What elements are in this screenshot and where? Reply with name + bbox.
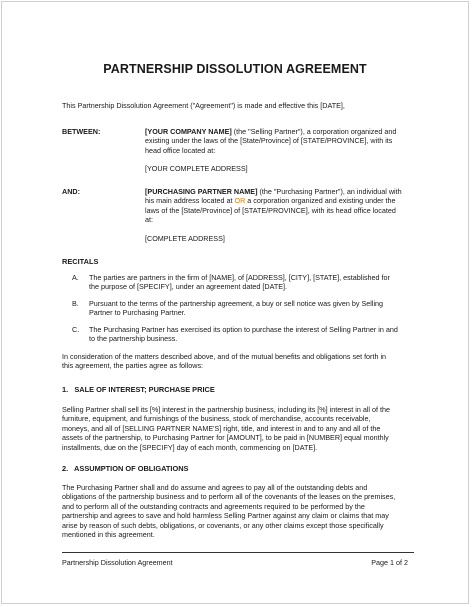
document-page <box>1 1 469 604</box>
recital-a-line-1: The parties are partners in the firm of [NAME], of [ADDRESS], [CITY], [STATE], established for <box>89 273 390 282</box>
between-party-block <box>145 127 425 174</box>
consideration-paragraph <box>62 352 422 371</box>
section-2-line: The Purchasing Partner shall and do assume and agrees to pay all of the outstanding debts and <box>62 483 368 492</box>
or-highlight: OR <box>234 196 246 206</box>
and-address: [COMPLETE ADDRESS] <box>145 233 225 243</box>
recital-letter-b: B. <box>72 299 79 308</box>
recital-item-b <box>89 299 429 318</box>
document-title: PARTNERSHIP DISSOLUTION AGREEMENT <box>103 62 367 76</box>
and-party-block <box>145 187 425 243</box>
consideration-line-2: this agreement, the parties agree as follows: <box>62 361 204 371</box>
recital-a-line-2: the purpose of [SPECIFY], under an agreement dated [DATE]. <box>89 282 288 292</box>
and-text-4: at: <box>145 215 153 225</box>
section-1-line: installments, due on the [SPECIFY] day of each month, commencing on [DATE]. <box>62 442 318 452</box>
footer-page-number: Page 1 of 2 <box>371 558 408 567</box>
recital-c-line-1: The Purchasing Partner has exercised its option to purchase the interest of Selling Partner in and <box>89 325 398 334</box>
and-text-2a: his main address located at <box>145 196 235 206</box>
section-2-line: obligations of the partnership business and to perform all of the covenants of the leases on the premises, <box>62 492 396 502</box>
between-text-1: (the "Selling Partner"), a corporation organized and <box>231 127 397 136</box>
section-1-line: moneys, and all of [SELLING PARTNER NAME'S] right, title, and interest in and to any and all of the <box>62 423 381 433</box>
recital-b-line-2: Partner to Purchasing Partner. <box>89 308 186 318</box>
section-1-heading: 1. SALE OF INTEREST; PURCHASE PRICE <box>62 385 215 394</box>
and-label: AND: <box>62 187 80 196</box>
footer-divider <box>62 552 414 553</box>
recital-letter-c: C. <box>72 325 80 334</box>
section-2-line: mentioned in this agreement. <box>62 530 155 540</box>
and-text-3: laws of the [State/Province] of [STATE/PROVINCE], with its head office located <box>145 205 396 215</box>
section-2-line: and to perform all of the outstanding contracts and agreements required to be performed by the <box>62 501 365 511</box>
between-text-3: head office located at: <box>145 145 216 155</box>
and-text-2b: a corporation organized and existing under the <box>245 196 396 206</box>
and-party-name: [PURCHASING PARTNER NAME] <box>145 187 258 196</box>
section-2-body <box>62 483 422 539</box>
recital-b-line-1: Pursuant to the terms of the partnership agreement, a buy or sell notice was given by Selling <box>89 299 384 308</box>
section-1-body <box>62 405 422 452</box>
footer-document-name: Partnership Dissolution Agreement <box>62 558 173 567</box>
recital-c-line-2: to the partnership business. <box>89 334 178 344</box>
section-2-heading: 2. ASSUMPTION OF OBLIGATIONS <box>62 464 189 473</box>
between-label: BETWEEN: <box>62 127 101 136</box>
section-2-line: partnership and agrees to save and hold harmless Selling Partner against any claim or claims that may <box>62 511 389 521</box>
recital-item-a <box>89 273 429 292</box>
section-2-line: arise by reason of such debts, obligations, or covenants, or any other claims except those specifically <box>62 520 384 530</box>
between-text-2: existing under the laws of the [State/Province] of [STATE/PROVINCE], with its <box>145 136 393 146</box>
between-party-name: [YOUR COMPANY NAME] <box>145 127 232 136</box>
and-text-1: (the "Purchasing Partner"), an individual with <box>257 187 402 196</box>
consideration-line-1: In consideration of the matters described above, and of the mutual benefits and obligations set forth in <box>62 352 387 361</box>
between-address: [YOUR COMPLETE ADDRESS] <box>145 164 248 174</box>
intro-paragraph: This Partnership Dissolution Agreement ("Agreement") is made and effective this [DATE], <box>62 101 345 110</box>
section-1-line: Selling Partner shall sell its [%] interest in the partnership business, including its [%] interest in all of the <box>62 405 390 414</box>
recital-item-c <box>89 325 429 344</box>
section-1-line: furniture, equipment, and furnishings of the business, stock of merchandise, accounts receivable, <box>62 414 371 424</box>
recitals-heading: RECITALS <box>62 257 99 266</box>
section-1-line: assets of the partnership, to Purchasing Partner for [AMOUNT], to be paid in [NUMBER] equal monthly <box>62 433 389 443</box>
recital-letter-a: A. <box>72 273 79 282</box>
